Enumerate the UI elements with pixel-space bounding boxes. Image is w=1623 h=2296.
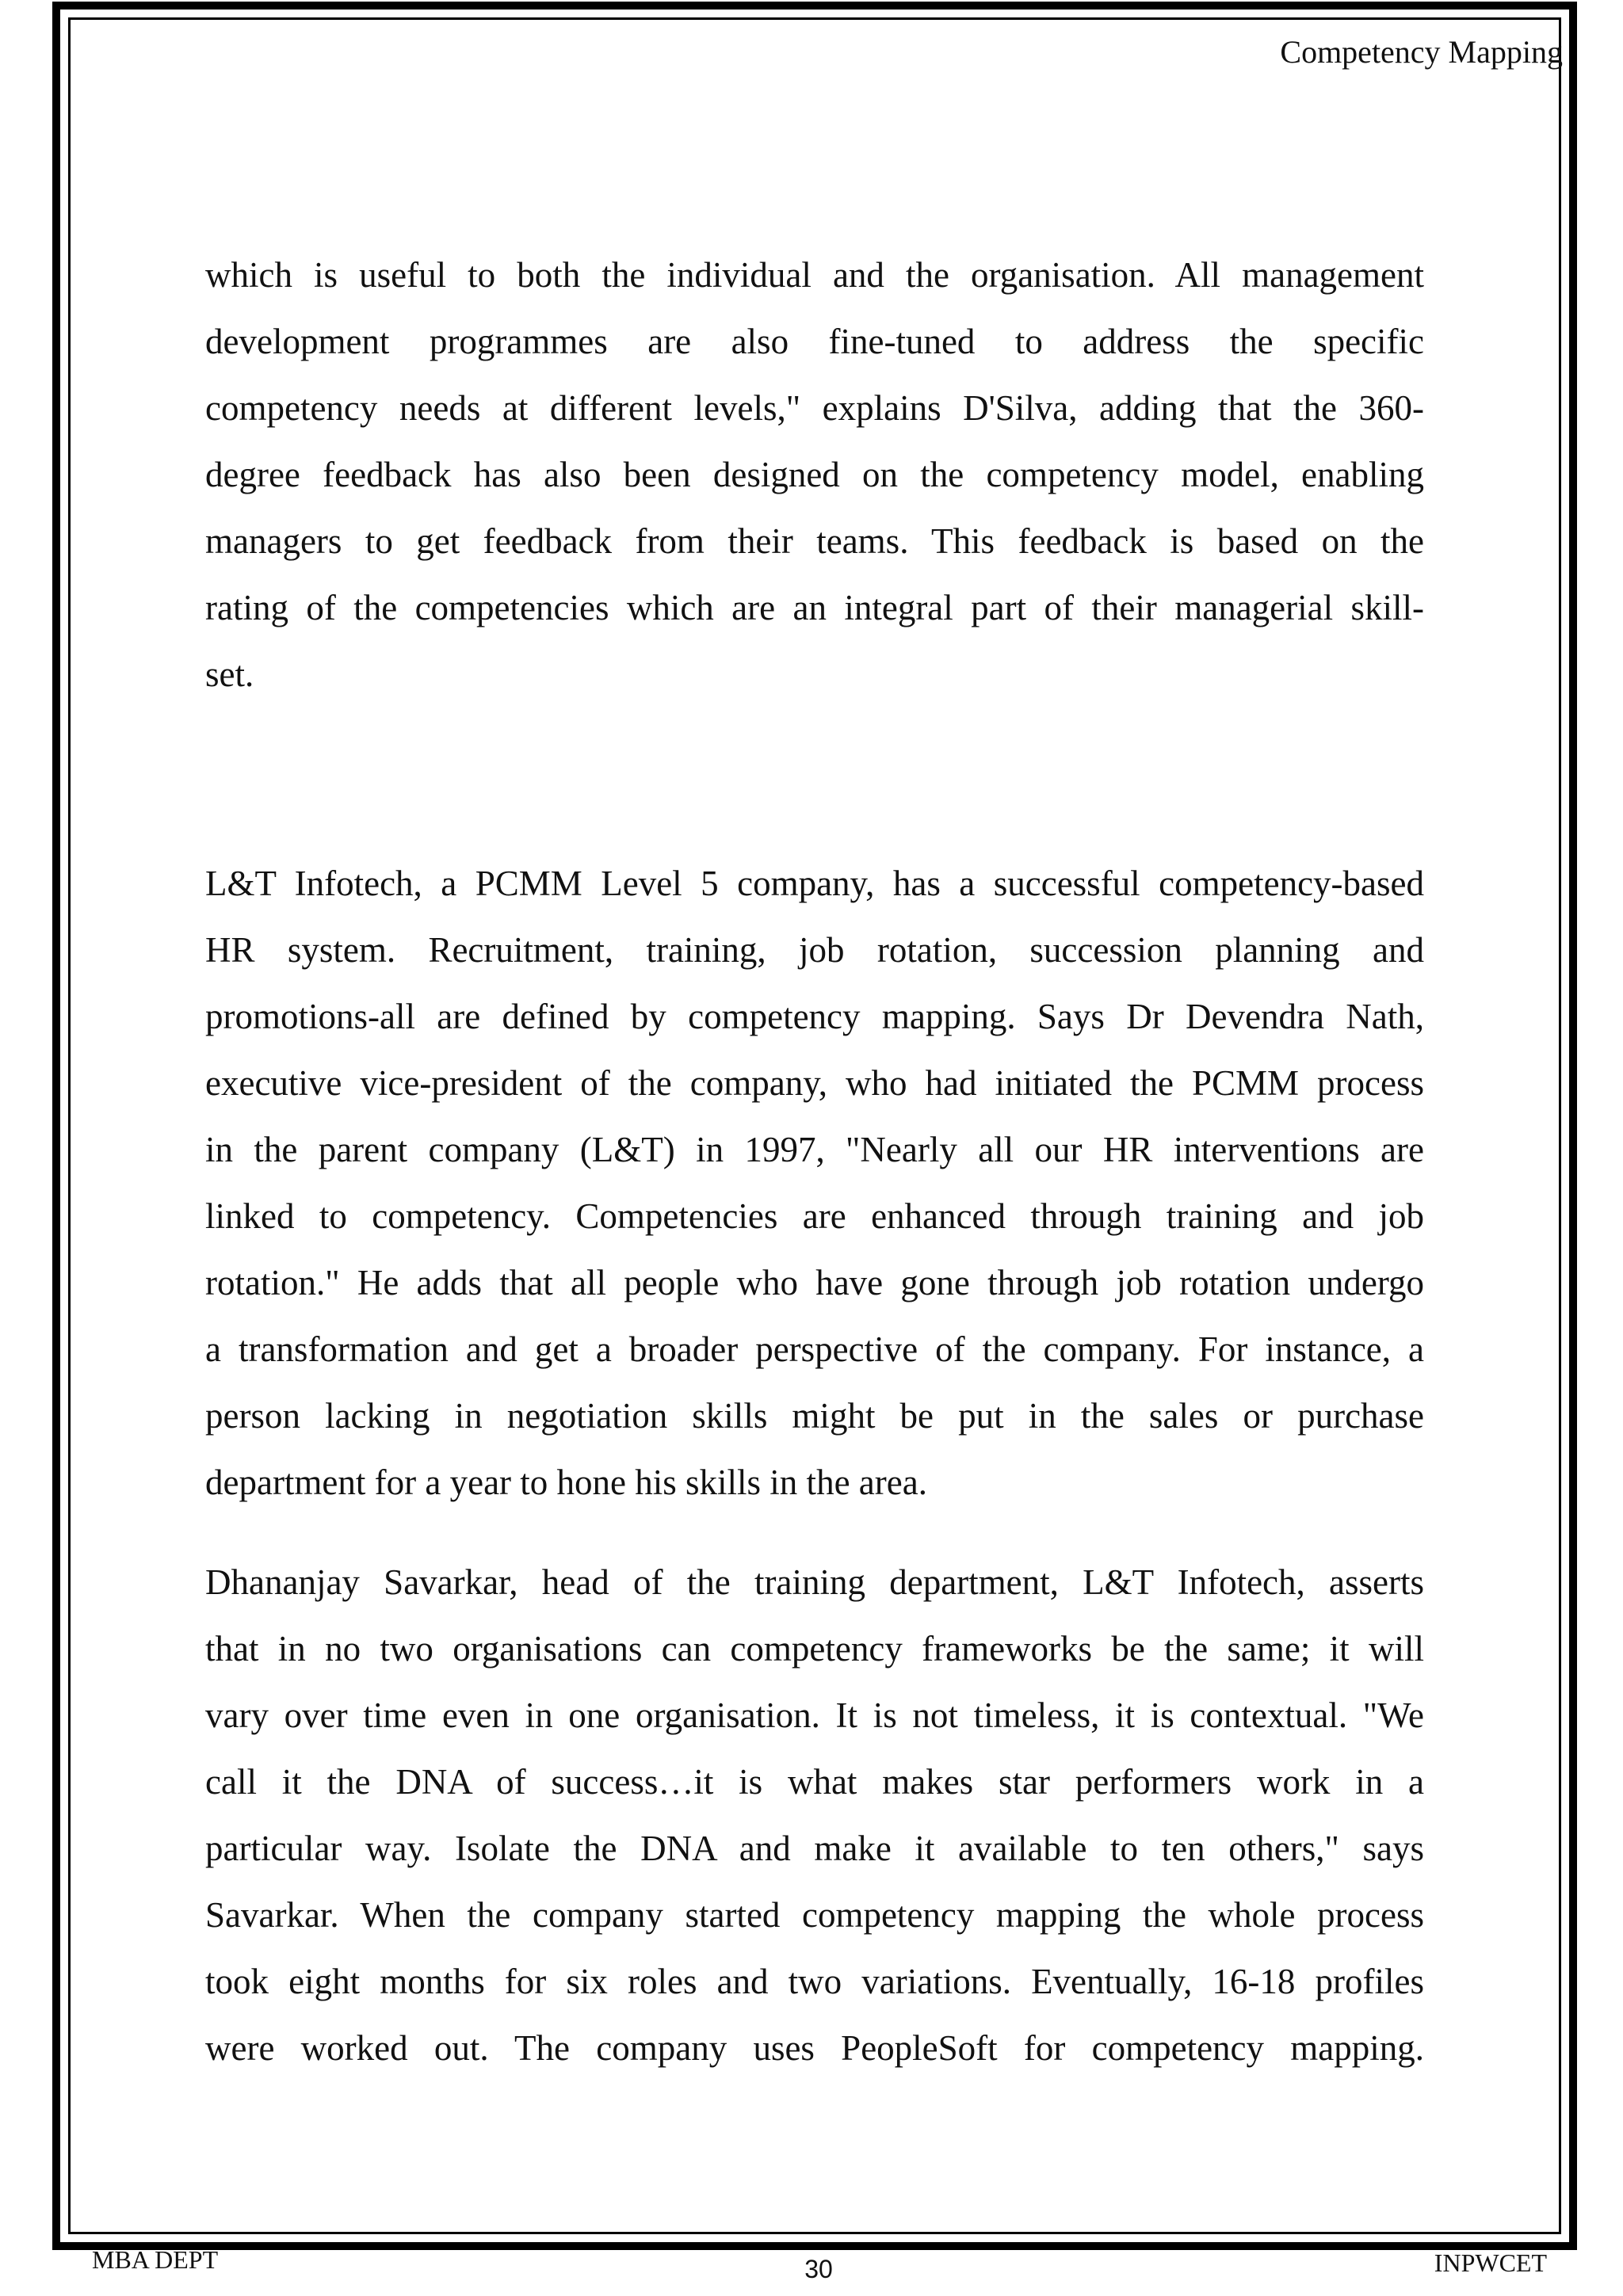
paragraph-line: that in no two organisations can competency frameworks be the same; it will [205, 1629, 1424, 1669]
paragraph-line: set. [205, 654, 254, 694]
footer-institution: INPWCET [1434, 2248, 1547, 2277]
paragraph-line: took eight months for six roles and two variations. Eventually, 16-18 profiles [205, 1962, 1424, 2001]
paragraph-line: department for a year to hone his skills in the area. [205, 1463, 927, 1502]
paragraph-line: a transformation and get a broader perspective of the company. For instance, a [205, 1329, 1424, 1369]
paragraph-line: degree feedback has also been designed on the competency model, enabling [205, 455, 1424, 494]
paragraph-line: rotation." He adds that all people who have gone through job rotation undergo [205, 1263, 1424, 1302]
running-header-title: Competency Mapping [1280, 34, 1563, 70]
paragraph-line: HR system. Recruitment, training, job rotation, succession planning and [205, 930, 1424, 970]
footer-department: MBA DEPT [92, 2245, 219, 2274]
paragraph-line: linked to competency. Competencies are enhanced through training and job [205, 1196, 1424, 1236]
paragraph-line: were worked out. The company uses PeopleSoft for competency mapping. [205, 2028, 1424, 2068]
paragraph-2 [205, 850, 1424, 1516]
paragraph-1 [205, 242, 1424, 707]
paragraph-line: call it the DNA of success…it is what makes star performers work in a [205, 1762, 1424, 1802]
paragraph-line: competency needs at different levels," explains D'Silva, adding that the 360- [205, 388, 1424, 428]
paragraph-line: L&T Infotech, a PCMM Level 5 company, has a successful competency-based [205, 864, 1424, 903]
paragraph-line: particular way. Isolate the DNA and make it available to ten others," says [205, 1829, 1424, 1868]
paragraph-line: promotions-all are defined by competency mapping. Says Dr Devendra Nath, [205, 997, 1424, 1036]
paragraph-line: which is useful to both the individual and the organisation. All management [205, 255, 1424, 295]
paragraph-line: rating of the competencies which are an integral part of their managerial skill- [205, 588, 1424, 627]
paragraph-line: in the parent company (L&T) in 1997, "Nearly all our HR interventions are [205, 1130, 1424, 1169]
footer-page-number: 30 [804, 2255, 833, 2283]
paragraph-line: Dhananjay Savarkar, head of the training department, L&T Infotech, asserts [205, 1562, 1424, 1602]
paragraph-line: vary over time even in one organisation. It is not timeless, it is contextual. "We [205, 1695, 1424, 1735]
paragraph-line: executive vice-president of the company, who had initiated the PCMM process [205, 1063, 1424, 1103]
paragraph-3 [205, 1549, 1424, 2081]
paragraph-line: managers to get feedback from their teams. This feedback is based on the [205, 521, 1424, 561]
paragraph-line: development programmes are also fine-tuned to address the specific [205, 322, 1424, 361]
paragraph-line: person lacking in negotiation skills might be put in the sales or purchase [205, 1396, 1424, 1436]
paragraph-line: Savarkar. When the company started competency mapping the whole process [205, 1895, 1424, 1935]
